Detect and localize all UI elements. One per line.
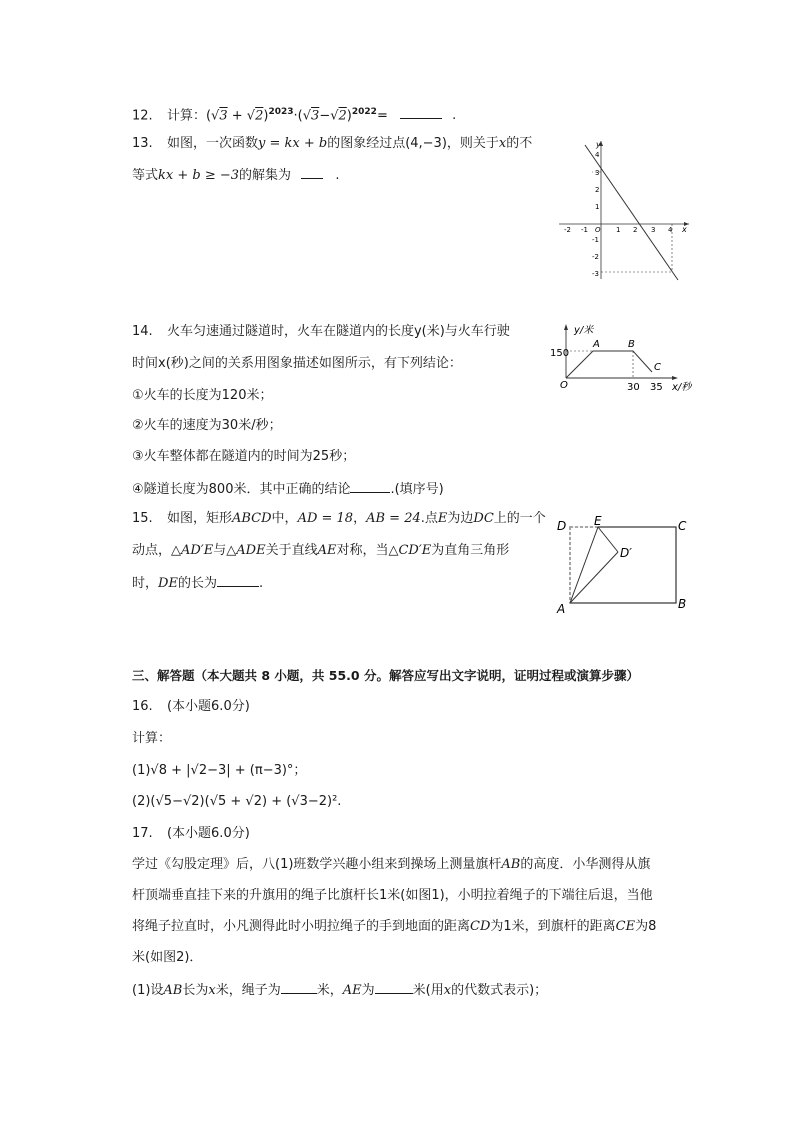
q16-intro: 计算： [132, 731, 172, 746]
q15-text: 时， [132, 576, 159, 591]
q13-number: 13. [132, 136, 153, 151]
q17-text: 为 [361, 983, 375, 998]
q15-math: ABCD [231, 511, 272, 526]
x-30-label: 30 [627, 382, 640, 393]
q15-end: . [258, 576, 264, 591]
q16-part1 [132, 761, 306, 781]
q15-line1 [132, 509, 546, 529]
q15-text: 为边 [447, 511, 474, 526]
point-a-label: A [557, 602, 566, 616]
q12-exp2: 2022 [351, 107, 377, 117]
point-a-label: A [593, 339, 600, 350]
q17-text: 为8 [635, 919, 657, 934]
q15-math: CD′E [398, 543, 432, 558]
q16-part2 [132, 792, 341, 812]
answer-blank[interactable] [301, 164, 323, 179]
q15-math: E [437, 511, 448, 526]
y-tick: -3 [592, 270, 599, 278]
q15-text: .点 [420, 511, 438, 526]
q17-number: 17. [132, 826, 153, 841]
y-tick: -1 [592, 236, 599, 244]
q13-text: 的图象经过点(4,−3)，则关于 [327, 136, 499, 151]
q17-line4: 米(如图2)． [132, 950, 203, 965]
answer-blank[interactable] [281, 979, 317, 994]
q17-math: CE [615, 919, 636, 934]
q14-line2 [132, 354, 462, 374]
q17-text: 学过《勾股定理》后，八(1)班数学兴趣小组来到操场上测量旗杆 [132, 857, 502, 872]
y-axis-label: y [596, 140, 601, 149]
x-tick: -1 [581, 226, 588, 234]
sqrt-icon: √ [245, 794, 254, 809]
q15-math: AD = 18 [297, 511, 354, 526]
x-tick: -2 [564, 226, 571, 234]
q12-end: . [452, 108, 457, 124]
x-axis-label: x/秒 [672, 382, 692, 393]
sqrt-icon: √ [211, 108, 220, 124]
q17-score: (本小题6.0分) [166, 826, 250, 841]
sqrt-icon: √ [246, 108, 256, 124]
q17-math: AB [163, 983, 183, 998]
answer-blank[interactable] [350, 478, 390, 493]
q15-text: 对称，当△ [336, 543, 399, 558]
y-150-label: 150 [550, 348, 570, 359]
q13-line1 [132, 134, 532, 154]
q17-line3 [132, 917, 656, 937]
q15-math: DC [473, 511, 494, 526]
q17-line2: 杆顶端垂直挂下来的升旗用的绳子比旗杆长1米(如图1)，小明拉着绳子的下端往后退，当他 [132, 888, 653, 903]
answer-blank[interactable] [375, 979, 413, 994]
q14-text: 时间x(秒)之间的关系用图象描述如图所示，有下列结论： [132, 356, 462, 371]
q14-line1 [132, 322, 510, 342]
q16-text: 5− [163, 794, 183, 809]
q13-inequality: kx + b ≥ −3 [158, 168, 240, 183]
q15-text: 与△ [213, 543, 237, 558]
q16-text: (1) [132, 763, 151, 778]
q15-math: AD′E [181, 543, 214, 558]
q13-line2 [132, 164, 339, 186]
answer-blank[interactable] [217, 572, 259, 587]
q14-number: 14. [132, 324, 153, 339]
q17-text: 的代数式表示)； [451, 983, 548, 998]
q17-text: 米，绳子为 [215, 983, 281, 998]
sqrt-icon: √ [155, 794, 164, 809]
q15-figure [552, 514, 697, 618]
point-d-label: D [557, 519, 567, 533]
q17-line1 [132, 855, 650, 875]
q15-text: 为直角三角形 [431, 543, 510, 558]
q12-number: 12. [132, 108, 153, 124]
sqrt-icon: √ [291, 794, 300, 809]
q16-text: 2) + ( [253, 794, 292, 809]
q15-line3 [132, 572, 263, 594]
x-tick: 3 [651, 226, 656, 234]
sqrt-icon: √ [150, 763, 159, 778]
segment-ad-prime [570, 552, 618, 603]
q15-math: ADE [236, 543, 266, 558]
q14-text: .(填序号) [390, 482, 444, 497]
q12-line: 12. 计算：$(√3 + √2)^{2023}\cdot(√3-√2)^{2022}=$ . [132, 102, 456, 126]
q17-text: 长为 [182, 983, 209, 998]
x-35-label: 35 [650, 382, 663, 393]
section-heading: 三、解答题（本大题共 8 小题，共 55.0 分。解答应写出文字说明，证明过程或演算步骤） [132, 668, 639, 683]
y-tick: -2 [592, 253, 599, 261]
q17-text: 米， [316, 983, 343, 998]
q16-text: (2)( [132, 794, 156, 809]
q12-mid: ·( [293, 108, 303, 124]
x-tick: 4 [668, 226, 673, 234]
x-tick: 1 [616, 226, 621, 234]
point-e-label: E [594, 514, 602, 528]
q15-text: ， [353, 511, 367, 526]
y-tick: 2 [595, 186, 600, 194]
q15-text: 上的一个 [493, 511, 546, 526]
q13-graph [555, 135, 695, 285]
q17-math: CD [470, 919, 491, 934]
q17-text: 米(用 [412, 983, 444, 998]
point-c-label: C [678, 519, 687, 533]
q16-text: 3−2)². [299, 794, 342, 809]
q14-conclusion-4 [132, 478, 444, 500]
q13-end: . [335, 168, 340, 183]
q16-header [132, 697, 250, 717]
q13-var: x [498, 136, 507, 151]
point-b-label: B [628, 339, 635, 350]
sqrt-icon: √ [302, 108, 312, 124]
q15-text: 动点，△ [132, 543, 181, 558]
q15-math: AE [317, 543, 337, 558]
y-tick: 1 [595, 203, 600, 211]
q17-text: 为1米，到旗杆的距离 [490, 919, 616, 934]
q17-text: (1)设 [132, 983, 164, 998]
q15-number: 15. [132, 511, 153, 526]
q15-math: AB = 24 [366, 511, 421, 526]
q15-line2 [132, 541, 509, 561]
y-axis-label: y/米 [574, 325, 594, 336]
q15-text: 中， [271, 511, 298, 526]
q12-exp1: 2023 [268, 107, 294, 117]
origin-label: O [560, 380, 568, 391]
segment-ae [570, 527, 598, 603]
point-b-label: B [678, 597, 687, 611]
q14-text: ④隧道长度为800米．其中正确的结论 [132, 482, 351, 497]
q17-text: 的高度．小华测得从旗 [520, 857, 651, 872]
y-tick: 3 [595, 169, 600, 177]
sqrt-icon: √ [330, 108, 339, 124]
q15-math: DE [158, 576, 178, 591]
q17-math: AE [342, 983, 362, 998]
q15-text: 如图，矩形 [166, 511, 232, 526]
q16-text: 8 + | [158, 763, 191, 778]
q17-part1 [132, 979, 547, 1001]
point-d-prime-label: D′ [620, 546, 632, 560]
q13-text: 等式 [132, 168, 159, 183]
q13-function: y = kx + b [257, 136, 328, 151]
answer-blank[interactable] [400, 104, 442, 119]
q17-math: x [208, 983, 216, 998]
q14-text: 火车匀速通过隧道时，火车在隧道内的长度y(米)与火车行驶 [166, 324, 510, 339]
q12-lead: 计算：( [166, 108, 212, 124]
sqrt-icon: √ [209, 794, 218, 809]
q16-text: 2−3| + (π−3)°； [198, 763, 307, 778]
q15-text: 的长为 [177, 576, 217, 591]
q16-number: 16. [132, 699, 153, 714]
x-tick: 2 [633, 226, 638, 234]
y-tick: 4 [595, 151, 600, 159]
q13-text: 的不 [506, 136, 533, 151]
sqrt-icon: √ [190, 763, 199, 778]
q16-text: 5 + [217, 794, 246, 809]
point-c-label: C [654, 362, 661, 373]
q14-graph [548, 320, 698, 395]
origin-label: O [595, 226, 601, 234]
sqrt-icon: √ [182, 794, 192, 809]
q14-conclusion-1: ①火车的长度为120米； [132, 388, 273, 403]
segment-ed-prime [598, 527, 618, 552]
q16-score: (本小题6.0分) [166, 699, 250, 714]
q16-text: 2)( [191, 794, 210, 809]
q14-conclusion-2: ②火车的速度为30米/秒； [132, 418, 282, 433]
x-axis-label: x [682, 225, 687, 234]
q17-math: AB [501, 857, 521, 872]
q12-eq: = [376, 108, 388, 124]
q13-text: 的解集为 [239, 168, 292, 183]
q14-conclusion-3: ③火车整体都在隧道内的时间为25秒； [132, 449, 356, 464]
q15-text: 关于直线 [265, 543, 318, 558]
q13-text: 如图，一次函数 [166, 136, 258, 151]
train-length-curve [566, 351, 652, 378]
q17-math: x [443, 983, 452, 998]
q17-header [132, 824, 250, 844]
q17-text: 将绳子拉直时，小凡测得此时小明拉绳子的手到地面的距离 [132, 919, 471, 934]
